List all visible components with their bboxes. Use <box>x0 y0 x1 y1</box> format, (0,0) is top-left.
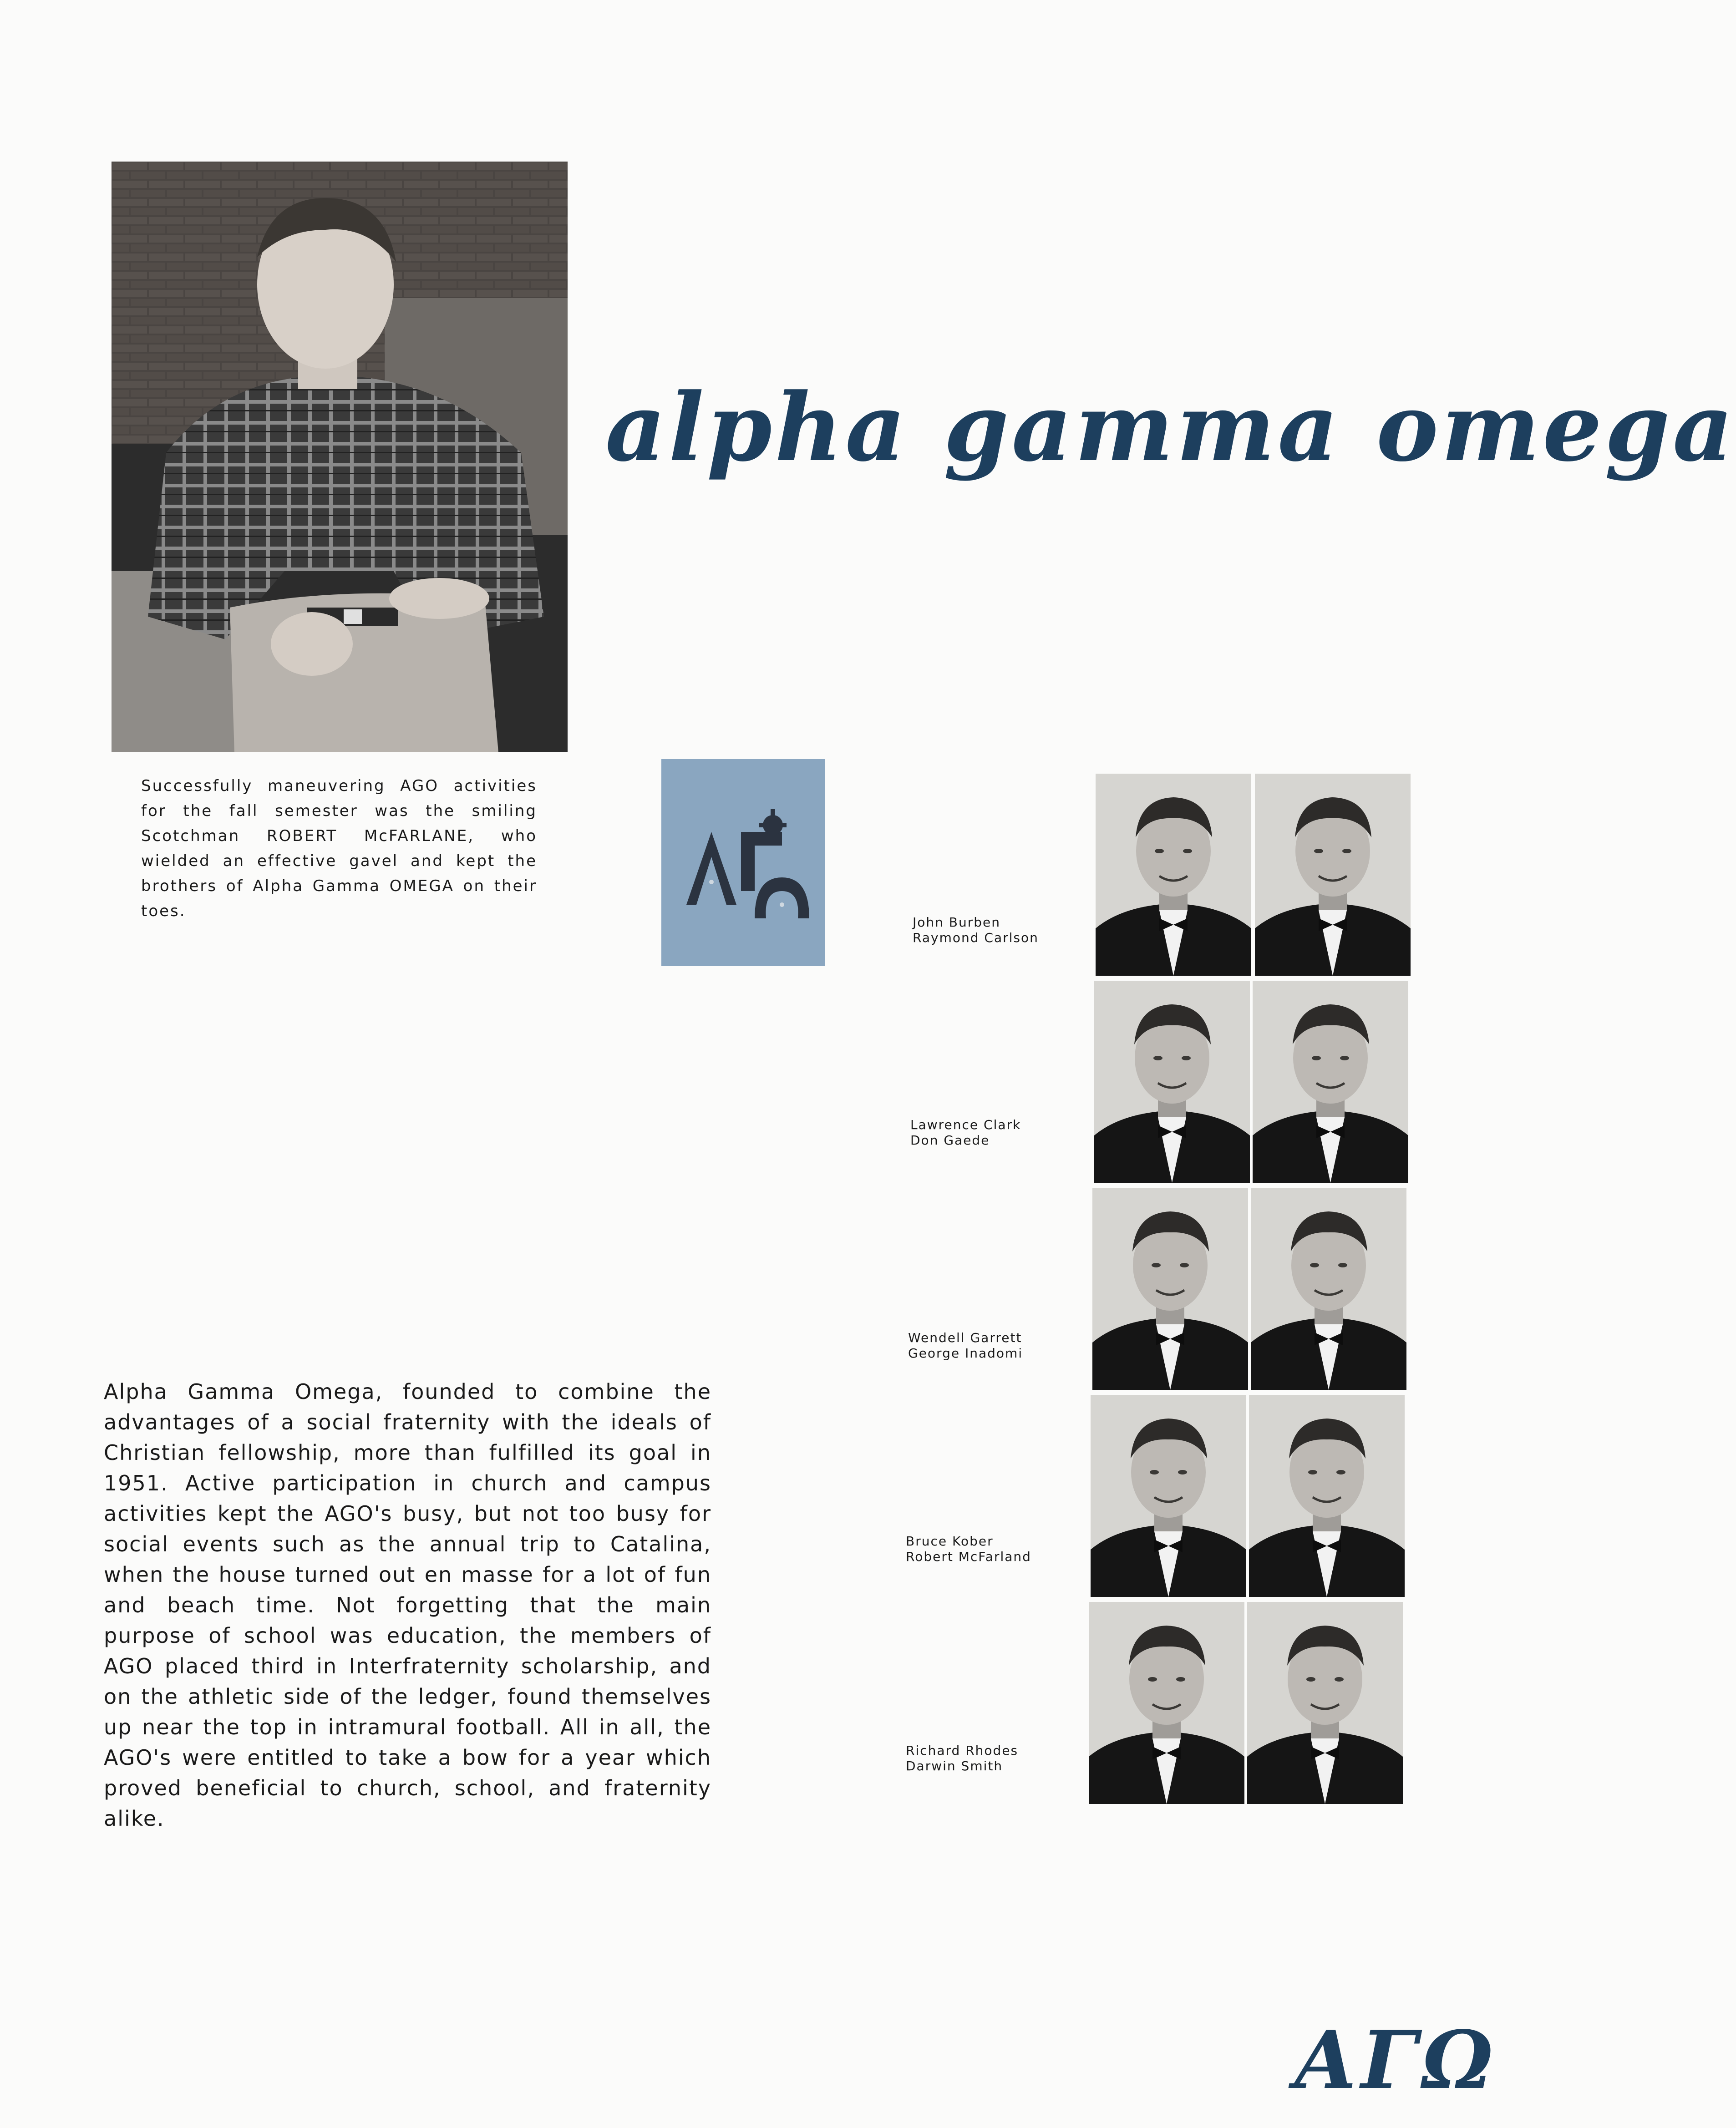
member-portrait <box>1091 1395 1246 1597</box>
member-portrait <box>1247 1602 1403 1804</box>
member-name: Lawrence Clark <box>910 1117 1021 1132</box>
member-name: Bruce Kober <box>906 1534 994 1549</box>
names-row-5 <box>906 1743 1018 1774</box>
member-name: John Burben <box>913 915 1000 930</box>
fraternity-crest <box>661 759 825 966</box>
member-name: Richard Rhodes <box>906 1743 1019 1758</box>
hero-photo <box>112 162 568 752</box>
member-portrait <box>1092 1188 1248 1390</box>
member-portrait <box>1089 1602 1244 1804</box>
member-name: Raymond Carlson <box>913 930 1039 945</box>
member-name: Don Gaede <box>910 1133 990 1148</box>
member-portrait <box>1251 1188 1406 1390</box>
page-title: alpha gamma omega <box>605 373 1736 482</box>
member-portrait <box>1249 1395 1405 1597</box>
member-portrait <box>1094 981 1250 1183</box>
member-name: George Inadomi <box>908 1346 1023 1361</box>
body-text: Alpha Gamma Omega, founded to combine the advantages of a social fraternity with the ideals of Christian fellowship, more than fulfilled its goal in 1951. Active participation in church and campus activities kept the AGO's busy, but not too busy for social events such as the annual trip to Catalina, when the house turned out en masse for a lot of fun and beach time. Not forgetting that the main purpose of school was education, the members of AGO placed third in Interfraternity scholarship, and on the athletic side of the ledger, found themselves up near the top in intramural football. All in all, the AGO's were entitled to take a bow for a year which proved beneficial to church, school, and fraternity alike. <box>104 1379 711 1831</box>
photo-caption: Successfully maneuvering AGO activities for the fall semester was the smiling Scotchman ROBERT McFARLANE, who wielded an effective gavel and kept the brothers of Alpha Gamma OMEGA on their toes. <box>141 777 537 920</box>
member-name: Darwin Smith <box>906 1758 1003 1773</box>
names-row-1 <box>913 915 1039 946</box>
member-portrait <box>1255 774 1411 976</box>
names-row-2 <box>910 1117 1021 1148</box>
greek-letters: ΑΓΩ <box>1294 2014 1497 2107</box>
member-name: Robert McFarland <box>906 1549 1031 1564</box>
member-portrait <box>1096 774 1251 976</box>
names-row-3 <box>908 1330 1023 1361</box>
names-row-4 <box>906 1534 1031 1565</box>
crest-letters: AΓΩ <box>743 959 746 960</box>
crest-pin-icon <box>661 759 825 966</box>
member-name: Wendell Garrett <box>908 1330 1022 1345</box>
member-portrait <box>1253 981 1408 1183</box>
